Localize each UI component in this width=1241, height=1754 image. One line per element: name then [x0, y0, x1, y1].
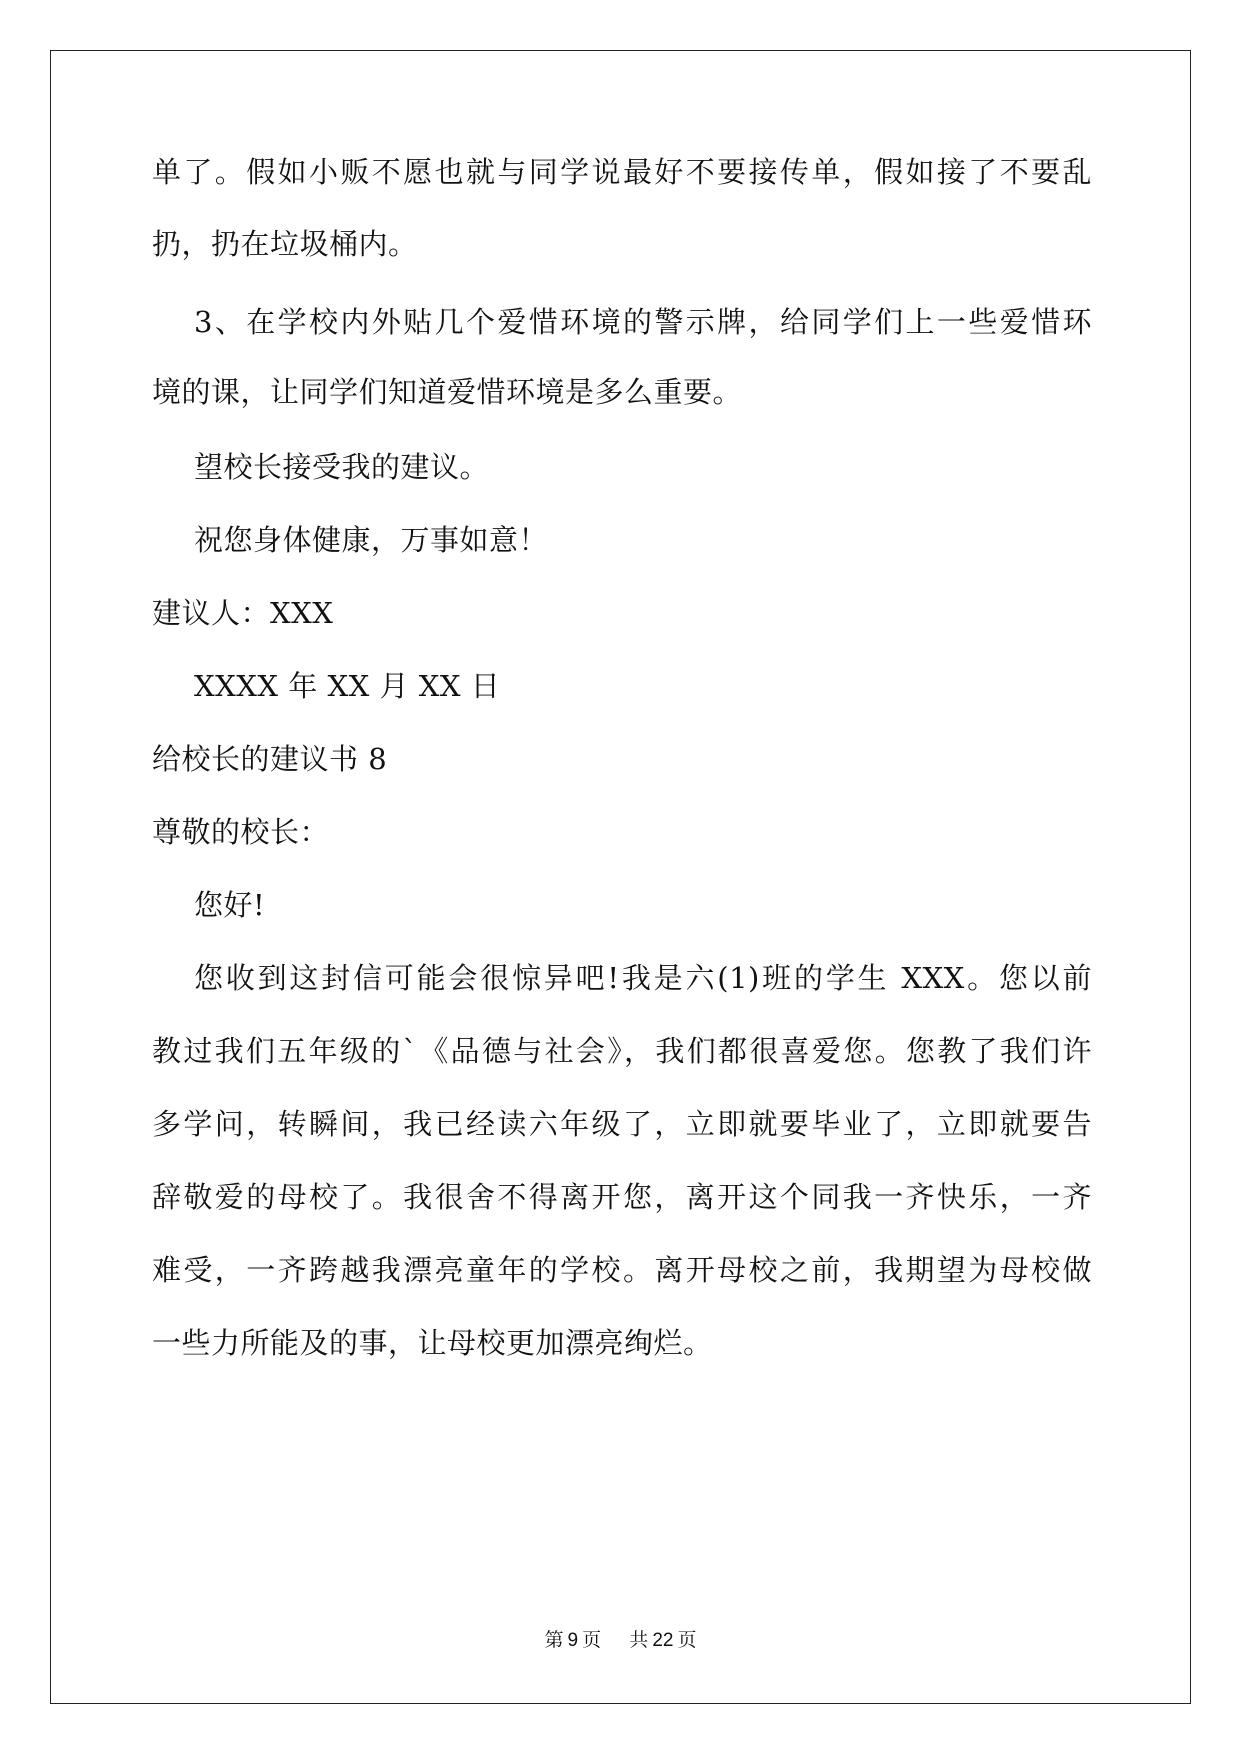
body-line-17: 一些力所能及的事，让母校更加漂亮绚烂。 [152, 1326, 713, 1360]
body-line-5: 望校长接受我的建议。 [194, 450, 490, 484]
page-number: 9 [567, 1630, 579, 1651]
signer-line: 建议人：XXX [152, 596, 334, 630]
page-footer [0, 1628, 1241, 1653]
body-line-4: 境的课，让同学们知道爱惜环境是多么重要。 [152, 375, 743, 409]
body-line-1: 单了。假如小贩不愿也就与同学说最好不要接传单，假如接了不要乱 [152, 155, 1092, 189]
total-pages: 22 [652, 1630, 674, 1651]
body-line-12: 您收到这封信可能会很惊异吧!我是六(1)班的学生 XXX。您以前 [194, 961, 1092, 995]
section-title: 给校长的建议书 8 [152, 742, 388, 776]
total-label-suffix: 页 [677, 1629, 697, 1651]
page-label-prefix: 第 [544, 1629, 564, 1651]
page-label-suffix: 页 [582, 1629, 602, 1651]
salutation: 尊敬的校长： [152, 815, 330, 849]
body-line-2: 扔，扔在垃圾桶内。 [152, 227, 418, 261]
greeting: 您好! [194, 888, 266, 922]
body-line-15: 辞敬爱的母校了。我很舍不得离开您，离开这个同我一齐快乐，一齐 [152, 1180, 1092, 1214]
date-line: XXXX 年 XX 月 XX 日 [194, 669, 501, 703]
body-line-3: 3、在学校内外贴几个爱惜环境的警示牌，给同学们上一些爱惜环 [194, 305, 1092, 339]
total-label-prefix: 共 [629, 1629, 649, 1651]
page-border [50, 50, 1191, 1704]
body-line-13: 教过我们五年级的`《品德与社会》，我们都很喜爱您。您教了我们许 [152, 1034, 1092, 1068]
body-line-16: 难受，一齐跨越我漂亮童年的学校。离开母校之前，我期望为母校做 [152, 1253, 1092, 1287]
body-line-14: 多学问，转瞬间，我已经读六年级了，立即就要毕业了，立即就要告 [152, 1107, 1092, 1141]
body-line-6: 祝您身体健康，万事如意！ [194, 523, 549, 557]
